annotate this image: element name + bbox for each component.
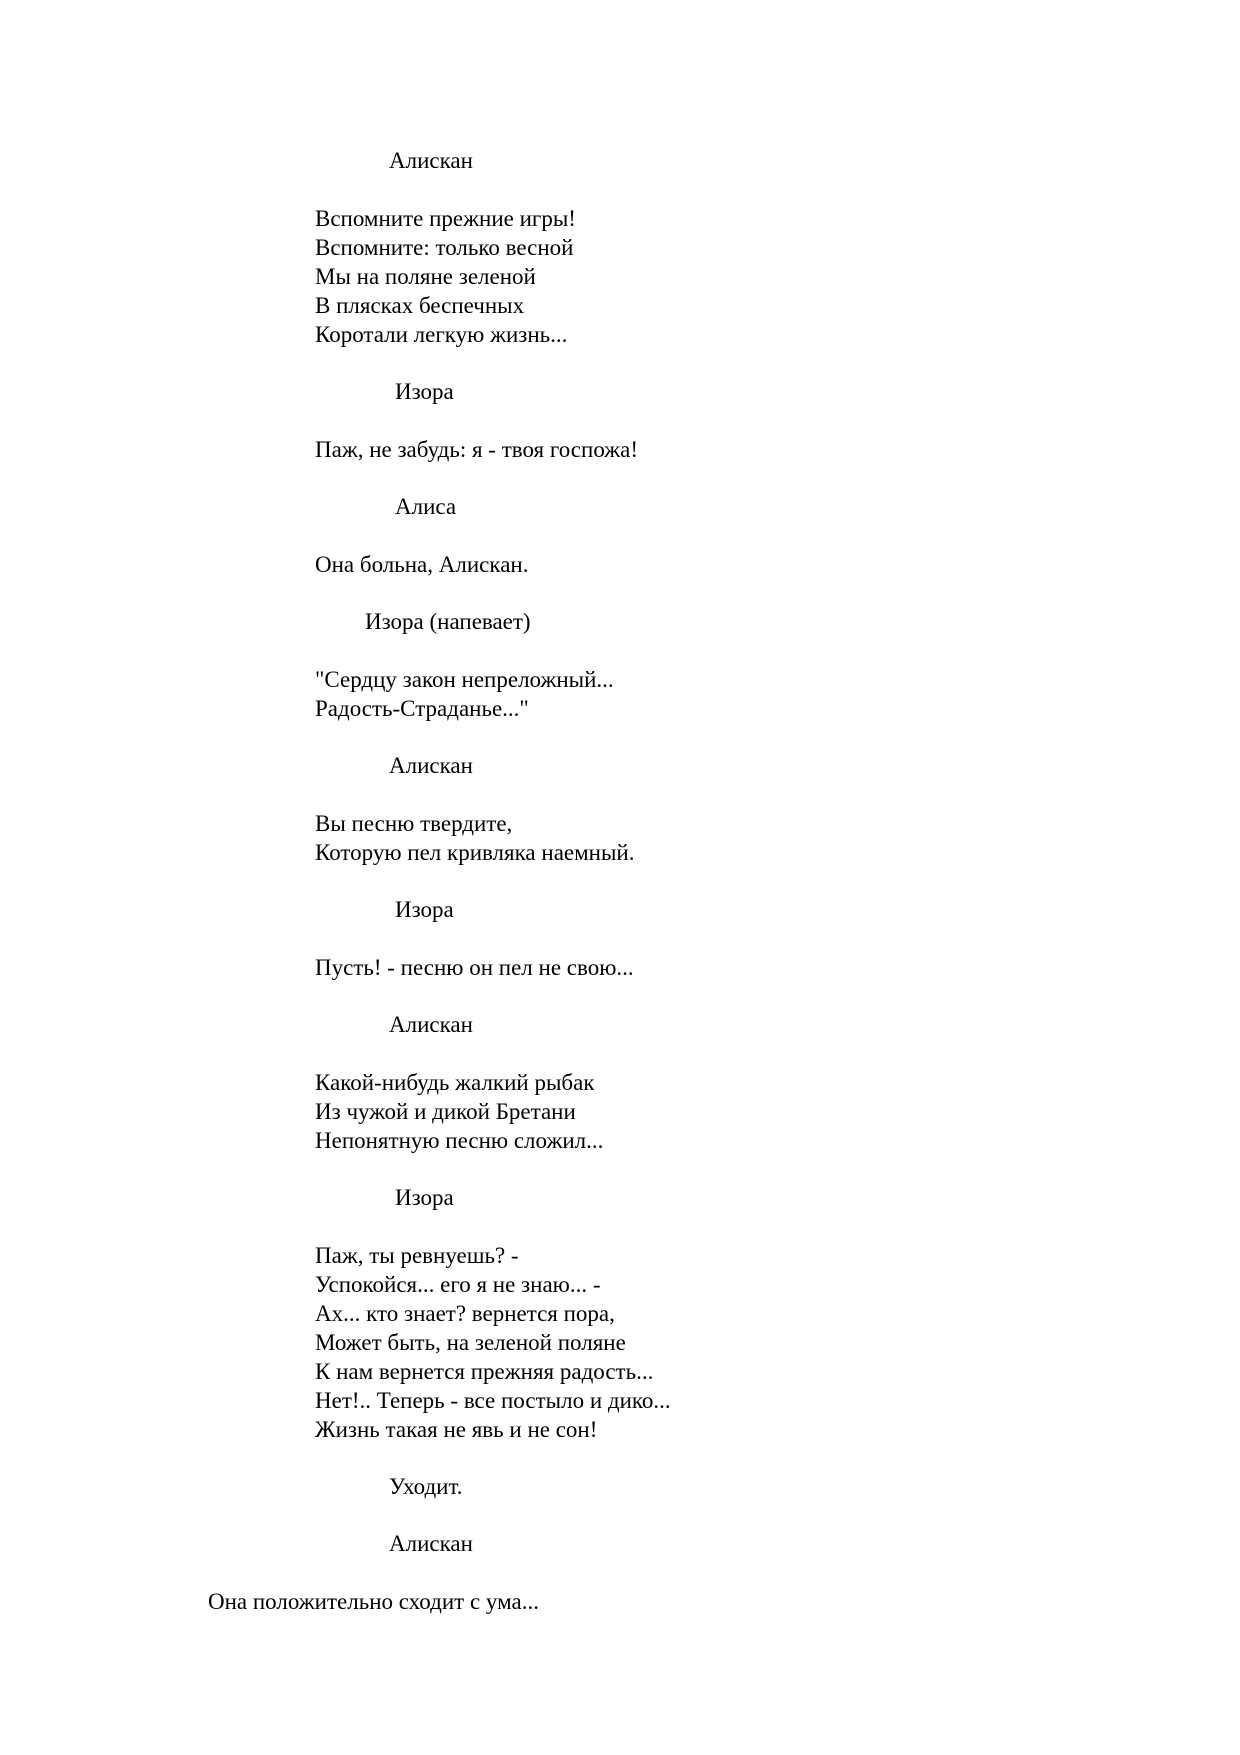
verse-line: Вы песню твердите, (315, 811, 513, 836)
verse-line: Коротали легкую жизнь... (315, 322, 568, 347)
verse-line: Успокойся... его я не знаю... - (315, 1272, 601, 1297)
verse-line: Вспомните: только весной (315, 235, 574, 260)
verse-line: Непонятную песню сложил... (315, 1128, 604, 1153)
verse-line: Какой-нибудь жалкий рыбак (315, 1070, 595, 1095)
speaker-name: Изора (395, 897, 454, 922)
verse-line: "Сердцу закон непреложный... (315, 667, 614, 692)
verse-line: Она больна, Алискан. (315, 552, 529, 577)
verse-line: Пусть! - песню он пел не свою... (315, 955, 634, 980)
verse-line: Может быть, на зеленой поляне (315, 1330, 626, 1355)
speaker-name: Изора (395, 379, 454, 404)
verse-line: Жизнь такая не явь и не сон! (315, 1417, 598, 1442)
speaker-name: Алиса (395, 494, 457, 519)
verse-line: Радость-Страданье..." (315, 696, 529, 721)
verse-line: В плясках беспечных (315, 293, 525, 318)
verse-line: Паж, не забудь: я - твоя госпожа! (315, 437, 638, 462)
speaker-name: Алискан (389, 1012, 473, 1037)
speaker-name: Алискан (389, 148, 473, 173)
speaker-name: Изора (напевает) (365, 609, 531, 634)
verse-line: Паж, ты ревнуешь? - (315, 1243, 519, 1268)
prose-line: Она положительно сходит с ума... (208, 1589, 539, 1614)
verse-line: Из чужой и дикой Бретани (315, 1099, 576, 1124)
stage-direction: Уходит. (389, 1474, 463, 1499)
verse-line: Вспомните прежние игры! (315, 206, 576, 231)
verse-line: Ах... кто знает? вернется пора, (315, 1301, 615, 1326)
verse-line: Мы на поляне зеленой (315, 264, 536, 289)
verse-line: К нам вернется прежняя радость... (315, 1359, 654, 1384)
verse-line: Которую пел кривляка наемный. (315, 840, 635, 865)
speaker-name: Алискан (389, 753, 473, 778)
verse-line: Нет!.. Теперь - все постыло и дико... (315, 1388, 671, 1413)
speaker-name: Изора (395, 1185, 454, 1210)
speaker-name: Алискан (389, 1531, 473, 1556)
